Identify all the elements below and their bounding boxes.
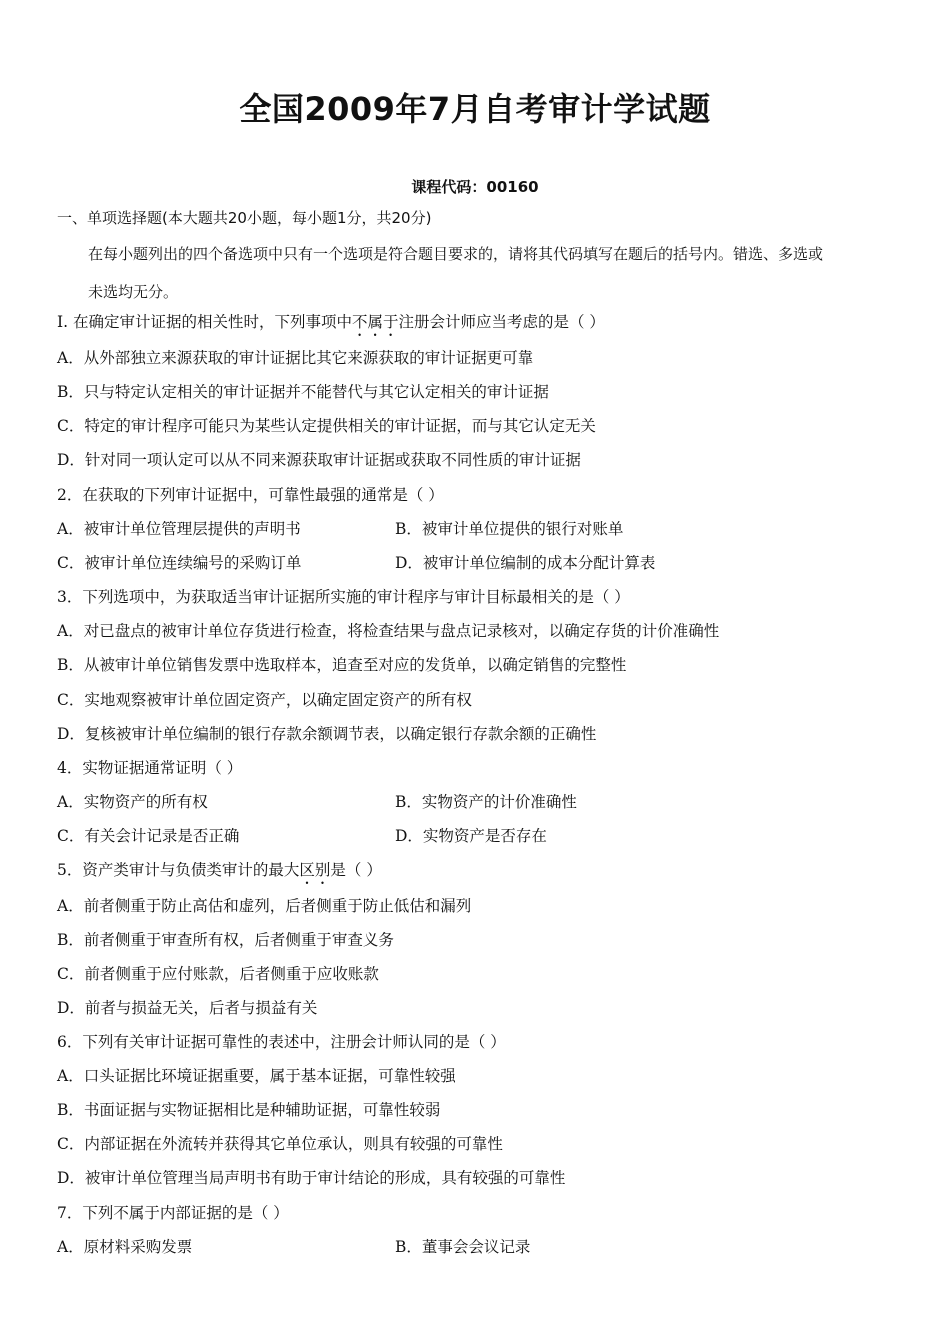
question-6-option-b: B．书面证据与实物证据相比是种辅助证据，可靠性较弱 — [57, 1101, 441, 1119]
page-title: 全国2009年7月自考审计学试题 — [239, 90, 711, 128]
question-6-stem: 6．下列有关审计证据可靠性的表述中，注册会计师认同的是（ ） — [57, 1033, 506, 1051]
question-1-stem-b: 注册会计师应当考虑的是（ ） — [398, 313, 605, 331]
question-1-option-d: D．针对同一项认定可以从不同来源获取审计证据或获取不同性质的审计证据 — [57, 451, 581, 469]
question-5-option-d: D．前者与损益无关，后者与损益有关 — [57, 999, 318, 1017]
question-3-option-d: D．复核被审计单位编制的银行存款余额调节表，以确定银行存款余额的正确性 — [57, 725, 597, 743]
question-1-stem-a: I. 在确定审计证据的相关性时，下列事项中 — [57, 313, 352, 331]
question-1-option-a: A．从外部独立来源获取的审计证据比其它来源获取的审计证据更可靠 — [57, 349, 534, 367]
question-4-option-c: C．有关会计记录是否正确 — [57, 827, 240, 845]
question-2-option-b: B．被审计单位提供的银行对账单 — [395, 520, 624, 538]
question-4-stem: 4．实物证据通常证明（ ） — [57, 759, 243, 777]
section-instruction-line2: 未选均无分。 — [88, 283, 179, 301]
question-5-stem-a: 5．资产类审计与负债类审计的最大 — [57, 861, 300, 879]
question-7-option-a: A．原材料采购发票 — [57, 1238, 193, 1256]
question-5-stem — [57, 860, 382, 888]
question-7-option-b: B．董事会会议记录 — [395, 1238, 531, 1256]
question-3-option-c: C．实地观察被审计单位固定资产，以确定固定资产的所有权 — [57, 691, 472, 709]
question-5-option-b: B．前者侧重于审查所有权，后者侧重于审查义务 — [57, 931, 394, 949]
question-3-stem: 3．下列选项中，为获取适当审计证据所实施的审计程序与审计目标最相关的是（ ） — [57, 588, 630, 606]
question-1-stem-emphasis: 不属于 — [351, 313, 399, 331]
question-6-option-c: C．内部证据在外流转并获得其它单位承认，则具有较强的可靠性 — [57, 1135, 503, 1153]
section-instruction-line1: 在每小题列出的四个备选项中只有一个选项是符合题目要求的，请将其代码填写在题后的括号内。错选、多选或 — [88, 245, 824, 263]
question-1-option-b: B．只与特定认定相关的审计证据并不能替代与其它认定相关的审计证据 — [57, 383, 549, 401]
question-1-stem — [57, 312, 605, 340]
question-5-stem-b: 是（ ） — [330, 861, 382, 879]
question-5-stem-emphasis: 区别 — [299, 861, 331, 879]
section-heading: 一、单项选择题(本大题共20小题，每小题1分，共20分) — [57, 209, 432, 227]
question-5-option-a: A．前者侧重于防止高估和虚列，后者侧重于防止低估和漏列 — [57, 897, 472, 915]
course-code: 课程代码：00160 — [411, 178, 539, 196]
question-3-option-b: B．从被审计单位销售发票中选取样本，追查至对应的发货单，以确定销售的完整性 — [57, 656, 627, 674]
question-4-option-b: B．实物资产的计价准确性 — [395, 793, 577, 811]
question-7-stem: 7．下列不属于内部证据的是（ ） — [57, 1204, 289, 1222]
question-3-option-a: A．对已盘点的被审计单位存货进行检查，将检查结果与盘点记录核对，以确定存货的计价准确性 — [57, 622, 720, 640]
question-4-option-a: A．实物资产的所有权 — [57, 793, 208, 811]
question-2-stem: 2．在获取的下列审计证据中，可靠性最强的通常是（ ） — [57, 486, 444, 504]
question-2-option-d: D．被审计单位编制的成本分配计算表 — [395, 554, 656, 572]
question-6-option-a: A．口头证据比环境证据重要，属于基本证据，可靠性较强 — [57, 1067, 456, 1085]
question-1-option-c: C．特定的审计程序可能只为某些认定提供相关的审计证据，而与其它认定无关 — [57, 417, 596, 435]
question-2-option-c: C．被审计单位连续编号的采购订单 — [57, 554, 302, 572]
question-6-option-d: D．被审计单位管理当局声明书有助于审计结论的形成，具有较强的可靠性 — [57, 1169, 566, 1187]
question-2-option-a: A．被审计单位管理层提供的声明书 — [57, 520, 301, 538]
question-4-option-d: D．实物资产是否存在 — [395, 827, 547, 845]
question-5-option-c: C．前者侧重于应付账款，后者侧重于应收账款 — [57, 965, 379, 983]
